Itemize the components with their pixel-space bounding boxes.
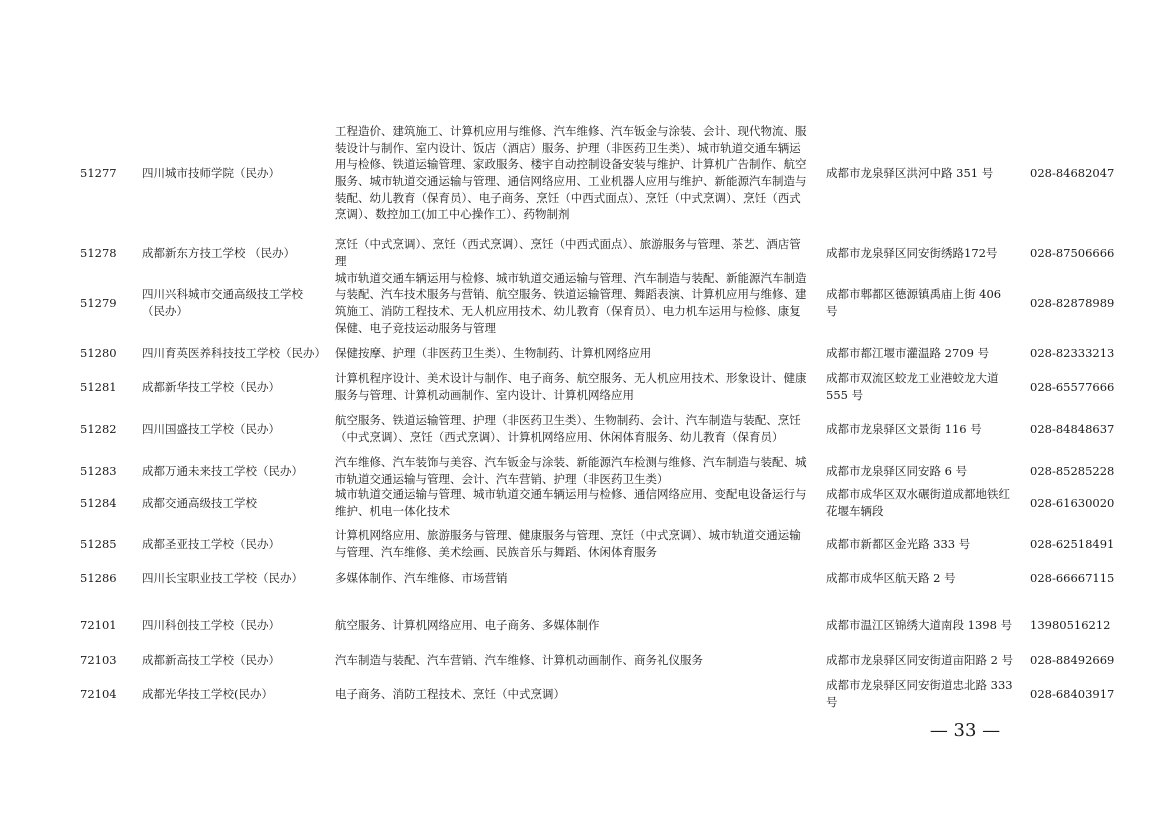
school-address: 成都市温江区锦绣大道南段 1398 号 [826, 617, 1013, 632]
school-code: 51280 [80, 345, 117, 360]
school-address: 成都市龙泉驿区洪河中路 351 号 [826, 165, 994, 180]
school-phone: 028-84682047 [1030, 165, 1115, 180]
school-phone: 028-88492669 [1030, 652, 1115, 667]
school-code: 51284 [80, 495, 117, 510]
school-majors: 汽车维修、汽车装饰与美容、汽车钣金与涂装、新能源汽车检测与维修、汽车制造与装配、城市轨道交通运输与管理、会计、汽车营销、护理（非医药卫生类） [335, 455, 807, 486]
school-name: 成都新东方技工学校 （民办） [142, 245, 296, 260]
school-majors: 工程造价、建筑施工、计算机应用与维修、汽车维修、汽车钣金与涂装、会计、现代物流、服装设计与制作、室内设计、饭店（酒店）服务、护理（非医药卫生类）、城市轨道交通车辆运用与检修、铁道运输管理、家政服务、楼宇自动控制设备安装与维护、计算机广告制作、航空服务、城市轨道交通运输与管理、通信网络应用、工业机器人应用与维护、新能源汽车制造与装配、幼儿教育（保育员）、电子商务、烹饪（中西式面点）、烹饪（中式烹调）、烹饪（西式烹调）、数控加工(加工中心操作工）、药物制剂 [335, 124, 807, 222]
school-majors: 计算机网络应用、旅游服务与管理、健康服务与管理、烹饪（中式烹调）、城市轨道交通运输与管理、汽车维修、美术绘画、民族音乐与舞蹈、休闲体育服务 [335, 528, 801, 559]
page-number: — 33 — [929, 720, 1001, 741]
school-address: 成都市双流区蛟龙工业港蛟龙大道 555 号 [826, 371, 999, 402]
school-address: 成都市成华区航天路 2 号 [826, 570, 956, 585]
school-address: 成都市龙泉驿区同安街道忠北路 333 号 [826, 678, 1013, 709]
school-phone: 028-85285228 [1030, 463, 1115, 478]
table-row [0, 370, 1169, 404]
school-phone: 028-61630020 [1030, 495, 1115, 510]
school-address: 成都市龙泉驿区同安街绣路172号 [826, 245, 998, 260]
school-address: 成都市成华区双水碾街道成都地铁红花堰车辆段 [826, 487, 1010, 518]
school-phone: 028-66667115 [1030, 570, 1115, 585]
school-name: 四川城市技师学院（民办） [142, 165, 280, 180]
school-majors: 计算机程序设计、美术设计与制作、电子商务、航空服务、无人机应用技术、形象设计、健康服务与管理、计算机动画制作、室内设计、计算机网络应用 [335, 371, 807, 402]
table-row [0, 607, 1169, 643]
school-code: 51277 [80, 165, 117, 180]
school-phone: 028-65577666 [1030, 379, 1115, 394]
school-address: 成都市龙泉驿区同安街道亩阳路 2 号 [826, 652, 1014, 667]
school-name: 四川育英医养科技技工学校（民办） [142, 345, 326, 360]
school-majors: 城市轨道交通车辆运用与检修、城市轨道交通运输与管理、汽车制造与装配、新能源汽车制造与装配、汽车技术服务与营销、航空服务、铁道运输管理、舞蹈表演、计算机应用与维修、建筑施工、消防工程技术、无人机应用技术、幼儿教育（保育员）、电力机车运用与检修、康复保健、电子竞技运动服务与管理 [335, 270, 807, 335]
school-majors: 烹饪（中式烹调）、烹饪（西式烹调）、烹饪（中西式面点）、旅游服务与管理、茶艺、酒店管理 [335, 237, 801, 268]
school-phone: 028-62518491 [1030, 536, 1115, 551]
school-name: 四川科创技工学校（民办） [142, 617, 280, 632]
table-row [0, 454, 1169, 488]
table-row [0, 677, 1169, 711]
school-name: 成都新华技工学校（民办） [142, 379, 280, 394]
school-code: 51285 [80, 536, 117, 551]
school-name: 成都万通未来技工学校（民办） [142, 463, 303, 478]
school-code: 51279 [80, 295, 117, 310]
school-majors: 保健按摩、护理（非医药卫生类）、生物制药、计算机网络应用 [335, 345, 652, 360]
school-code: 51278 [80, 245, 117, 260]
school-address: 成都市龙泉驿区同安路 6 号 [826, 463, 968, 478]
school-name: 四川国盛技工学校（民办） [142, 421, 280, 436]
school-majors: 电子商务、消防工程技术、烹饪（中式烹调） [335, 686, 565, 701]
school-code: 51281 [80, 379, 117, 394]
school-code: 72104 [80, 686, 117, 701]
school-address: 成都市龙泉驿区文景街 116 号 [826, 421, 982, 436]
table-row [0, 486, 1169, 520]
school-code: 51282 [80, 421, 117, 436]
school-majors: 航空服务、计算机网络应用、电子商务、多媒体制作 [335, 617, 600, 632]
school-majors: 航空服务、铁道运输管理、护理（非医药卫生类）、生物制药、会计、汽车制造与装配、烹饪（中式烹调）、烹饪（西式烹调）、计算机网络应用、休闲体育服务、幼儿教育（保育员） [335, 413, 801, 444]
school-phone: 028-68403917 [1030, 686, 1115, 701]
school-phone: 028-87506666 [1030, 245, 1115, 260]
table-row [0, 270, 1169, 336]
school-name: 成都交通高级技工学校 [142, 495, 257, 510]
school-address: 成都市都江堰市灌温路 2709 号 [826, 345, 990, 360]
table-row [0, 643, 1169, 677]
school-phone: 028-84848637 [1030, 421, 1115, 436]
school-name: 成都新高技工学校（民办） [142, 652, 280, 667]
school-majors: 汽车制造与装配、汽车营销、汽车维修、计算机动画制作、商务礼仪服务 [335, 652, 703, 667]
school-code: 72103 [80, 652, 117, 667]
school-name: 成都光华技工学校(民办） [142, 686, 273, 701]
school-majors: 城市轨道交通运输与管理、城市轨道交通车辆运用与检修、通信网络应用、变配电设备运行与维护、机电一体化技术 [335, 487, 807, 518]
school-address: 成都市新都区金光路 333 号 [826, 536, 971, 551]
school-code: 72101 [80, 617, 117, 632]
table-row [0, 527, 1169, 561]
table-row [0, 236, 1169, 270]
school-phone: 028-82333213 [1030, 345, 1115, 360]
school-code: 51286 [80, 570, 117, 585]
school-phone: 028-82878989 [1030, 295, 1115, 310]
school-name: 四川兴科城市交通高级技工学校（民办） [142, 287, 303, 318]
table-row [0, 336, 1169, 370]
school-code: 51283 [80, 463, 117, 478]
table-row [0, 404, 1169, 454]
school-name: 四川长宝职业技工学校（民办） [142, 570, 303, 585]
school-majors: 多媒体制作、汽车维修、市场营销 [335, 570, 508, 585]
table-row [0, 566, 1169, 590]
school-phone: 13980516212 [1030, 617, 1111, 632]
school-address: 成都市郫都区德源镇禹庙上街 406 号 [826, 287, 1002, 318]
table-row [0, 124, 1169, 222]
school-name: 成都圣亚技工学校（民办） [142, 536, 280, 551]
